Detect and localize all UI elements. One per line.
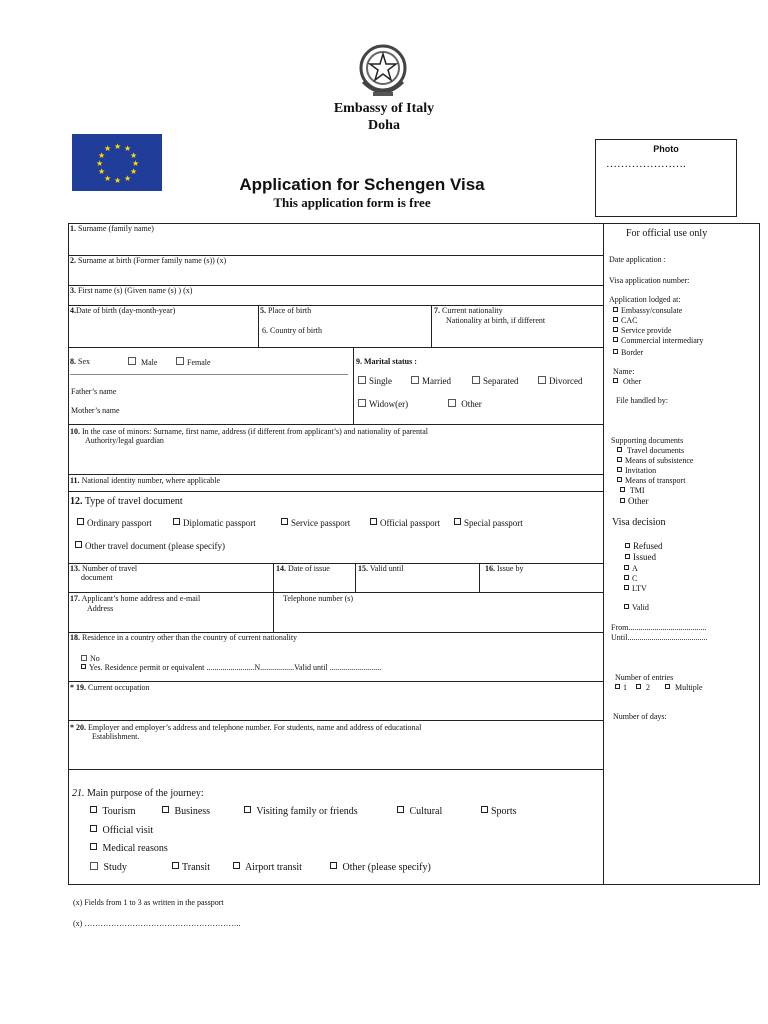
valid-from-label: From....................................... [611, 623, 707, 632]
field-1-label: 1. Surname (family name) [70, 224, 154, 233]
field-6-label: 6. Country of birth [262, 326, 322, 335]
checkbox-icon [613, 337, 618, 342]
visa-type-ltv-checkbox[interactable]: LTV [624, 584, 647, 594]
field-10-label-cont: Authority/legal guardian [85, 436, 164, 445]
svg-text:★: ★ [124, 144, 132, 153]
checkbox-icon [613, 307, 618, 312]
embassy-city: Doha [368, 118, 400, 133]
checkbox-icon [397, 806, 404, 813]
ordinary-passport-checkbox[interactable]: Ordinary passport [77, 518, 152, 529]
svg-text:★: ★ [96, 159, 104, 168]
svg-text:★: ★ [130, 151, 138, 160]
checkbox-icon [636, 684, 641, 689]
purpose-tourism-checkbox[interactable]: Tourism [90, 806, 136, 818]
field-2-label: 2. Surname at birth (Former family name (s)) (x) [70, 256, 227, 265]
svg-text:★: ★ [130, 167, 138, 176]
checkbox-icon [75, 541, 82, 548]
checkbox-icon [625, 554, 630, 559]
field-21-label: 21. Main purpose of the journey: [72, 788, 204, 799]
checkbox-icon [624, 604, 629, 609]
field-11-label: 11. National identity number, where applicable [70, 476, 221, 485]
checkbox-icon [613, 317, 618, 322]
checkbox-icon [624, 565, 629, 570]
checkbox-icon [233, 862, 240, 869]
field-17-label-cont: Address [87, 604, 114, 613]
residence-no-checkbox[interactable]: No [81, 654, 100, 664]
checkbox-icon [620, 487, 625, 492]
checkbox-icon [172, 862, 179, 869]
fathers-name-label: Father’s name [71, 387, 117, 396]
svg-text:★: ★ [124, 174, 132, 183]
lodged-commercial-checkbox[interactable]: Commercial intermediary [613, 336, 703, 346]
footer-line: (x) ………………………………………………….. [73, 919, 241, 928]
sex-male-checkbox[interactable]: Male [128, 357, 157, 368]
checkbox-icon [624, 585, 629, 590]
checkbox-icon [128, 357, 136, 365]
embassy-name: Embassy of Italy [333, 101, 435, 116]
italian-emblem-logo [355, 42, 411, 102]
svg-text:★: ★ [104, 144, 112, 153]
doc-other-checkbox[interactable]: Other [620, 496, 649, 507]
checkbox-icon [624, 575, 629, 580]
checkbox-icon [617, 477, 622, 482]
checkbox-icon [90, 806, 97, 813]
photo-dots: …………………. [606, 158, 686, 170]
purpose-medical-checkbox[interactable]: Medical reasons [90, 843, 168, 855]
purpose-official-visit-checkbox[interactable]: Official visit [90, 825, 153, 837]
checkbox-icon [358, 399, 366, 407]
marital-divorced-checkbox[interactable]: Divorced [538, 376, 583, 387]
valid-until-label: Until........................................ [611, 633, 708, 642]
checkbox-icon [173, 518, 180, 525]
checkbox-icon [370, 518, 377, 525]
field-8-label: 8. Sex [70, 357, 90, 366]
field-14-label: 14. Date of issue [276, 564, 330, 573]
form-title: Application for Schengen Visa [239, 175, 485, 194]
file-handled-label: File handled by: [616, 396, 668, 405]
diplomatic-passport-checkbox[interactable]: Diplomatic passport [173, 518, 256, 529]
checkbox-icon [615, 684, 620, 689]
field-3-label: 3. First name (s) (Given name (s) ) (x) [70, 286, 193, 295]
field-13-label: 13. Number of travel [70, 564, 138, 573]
field-20-label: * 20. Employer and employer’s address and telephone number. For students, name and address of educational [70, 723, 422, 732]
checkbox-icon [411, 376, 419, 384]
checkbox-icon [620, 498, 625, 503]
svg-text:★: ★ [114, 176, 122, 185]
checkbox-icon [617, 457, 622, 462]
checkbox-icon [90, 862, 98, 870]
purpose-airport-transit-checkbox[interactable]: Airport transit [233, 862, 302, 874]
field-20-label-cont: Establishment. [92, 732, 140, 741]
service-passport-checkbox[interactable]: Service passport [281, 518, 350, 529]
field-7-label: 7. Current nationality [434, 306, 503, 315]
checkbox-icon [330, 862, 337, 869]
field-5-label: 5. Place of birth [260, 306, 312, 315]
checkbox-icon [90, 825, 97, 832]
purpose-cultural-checkbox[interactable]: Cultural [397, 806, 442, 818]
checkbox-icon [81, 655, 87, 661]
sex-female-checkbox[interactable]: Female [176, 357, 211, 368]
official-use-title: For official use only [626, 228, 708, 239]
surname-at-birth-input[interactable] [70, 267, 600, 283]
field-4-label: 4.Date of birth (day-month-year) [70, 306, 176, 315]
marital-single-checkbox[interactable]: Single [358, 376, 392, 387]
entries-multiple-checkbox[interactable]: Multiple [665, 683, 703, 693]
telephone-label: Telephone number (s) [283, 594, 354, 603]
official-name-label: Name: [613, 367, 635, 376]
date-application-label: Date application : [609, 255, 666, 264]
visa-type-a-checkbox[interactable]: A [624, 564, 638, 574]
doc-tmi-checkbox[interactable]: TMI [620, 486, 645, 496]
checkbox-icon [448, 399, 456, 407]
marital-separated-checkbox[interactable]: Separated [472, 376, 518, 387]
supporting-docs-label: Supporting documents [611, 436, 684, 445]
footer-note: (x) Fields from 1 to 3 as written in the passport [73, 898, 224, 907]
field-17-label: 17. Applicant’s home address and e-mail [70, 594, 201, 603]
checkbox-icon [77, 518, 84, 525]
visa-type-c-checkbox[interactable]: C [624, 574, 637, 584]
purpose-visiting-checkbox[interactable]: Visiting family or friends [244, 806, 358, 818]
form-subtitle: This application form is free [273, 195, 431, 210]
first-name-input[interactable] [70, 296, 600, 304]
purpose-study-checkbox[interactable]: Study [90, 862, 127, 874]
doc-invitation-checkbox[interactable]: Invitation [617, 466, 656, 476]
svg-text:★: ★ [98, 167, 106, 176]
entries-1-checkbox[interactable]: 1 [615, 683, 627, 693]
checkbox-icon [625, 543, 630, 548]
lodged-cac-checkbox[interactable]: CAC [613, 316, 637, 326]
checkbox-icon [472, 376, 480, 384]
checkbox-icon [454, 518, 461, 525]
nationality-at-birth-label: Nationality at birth, if different [446, 316, 546, 325]
purpose-other-checkbox[interactable]: Other (please specify) [330, 862, 431, 874]
marital-widow-checkbox[interactable]: Widow(er) [358, 399, 408, 410]
lodged-embassy-checkbox[interactable]: Embassy/consulate [613, 306, 682, 316]
checkbox-icon [281, 518, 288, 525]
field-15-label: 15. Valid until [358, 564, 404, 573]
svg-text:★: ★ [132, 159, 140, 168]
purpose-transit-checkbox[interactable]: Transit [172, 862, 210, 874]
field-19-label: * 19. Current occupation [70, 683, 150, 692]
svg-text:★: ★ [98, 151, 106, 160]
svg-text:★: ★ [114, 142, 122, 151]
checkbox-icon [81, 664, 86, 669]
surname-input[interactable] [70, 235, 600, 253]
checkbox-icon [613, 349, 618, 354]
residence-yes-checkbox[interactable]: Yes. Residence permit or equivalent ........................N.................Valid until .......................... [81, 663, 382, 673]
other-travel-document-checkbox[interactable]: Other travel document (please specify) [75, 541, 225, 552]
checkbox-icon [665, 684, 670, 689]
checkbox-icon [617, 447, 622, 452]
visa-valid-checkbox[interactable]: Valid [624, 603, 649, 613]
field-13-label-cont: document [81, 573, 113, 582]
purpose-business-checkbox[interactable]: Business [162, 806, 210, 818]
mothers-name-label: Mother’s name [71, 406, 120, 415]
field-9-label: 9. Marital status : [356, 357, 417, 366]
date-of-birth-input[interactable] [70, 318, 255, 344]
marital-married-checkbox[interactable]: Married [411, 376, 451, 387]
decision-issued-checkbox[interactable]: Issued [625, 552, 656, 563]
checkbox-icon [358, 376, 366, 384]
number-of-days-label: Number of days: [613, 712, 667, 721]
doc-transport-checkbox[interactable]: Means of transport [617, 476, 685, 486]
official-passport-checkbox[interactable]: Official passport [370, 518, 440, 529]
lodged-border-checkbox[interactable]: Border [613, 348, 643, 358]
checkbox-icon [613, 378, 618, 383]
field-12-label: 12. Type of travel document [70, 496, 183, 507]
doc-subsistence-checkbox[interactable]: Means of subsistence [617, 456, 693, 466]
application-lodged-label: Application lodged at: [609, 295, 681, 304]
checkbox-icon [481, 806, 488, 813]
lodged-service-checkbox[interactable]: Service provide [613, 326, 671, 336]
marital-other-checkbox[interactable]: Other [448, 399, 482, 410]
checkbox-icon [176, 357, 184, 365]
checkbox-icon [244, 806, 251, 813]
purpose-sports-checkbox[interactable]: Sports [481, 806, 517, 818]
checkbox-icon [613, 327, 618, 332]
visa-decision-label: Visa decision [612, 517, 666, 528]
visa-application-number-label: Visa application number: [609, 276, 690, 285]
photo-label: Photo [653, 144, 679, 154]
field-10-label: 10. In the case of minors: Surname, first name, address (if different from applicant’s) and nationality of parental [70, 427, 428, 436]
eu-flag-icon [72, 134, 162, 191]
field-16-label: 16. Issue by [485, 564, 524, 573]
field-18-label: 18. Residence in a country other than the country of current nationality [70, 633, 298, 642]
decision-refused-checkbox[interactable]: Refused [625, 541, 663, 552]
special-passport-checkbox[interactable]: Special passport [454, 518, 523, 529]
checkbox-icon [90, 843, 97, 850]
svg-text:★: ★ [104, 174, 112, 183]
photo-box [595, 139, 737, 217]
checkbox-icon [162, 806, 169, 813]
checkbox-icon [538, 376, 546, 384]
entries-2-checkbox[interactable]: 2 [636, 683, 650, 693]
number-of-entries-label: Number of entries [615, 673, 674, 682]
doc-travel-checkbox[interactable]: Travel documents [617, 446, 684, 456]
lodged-other-checkbox[interactable]: Other [613, 377, 641, 387]
checkbox-icon [617, 467, 622, 472]
place-of-birth-input[interactable] [330, 306, 428, 324]
